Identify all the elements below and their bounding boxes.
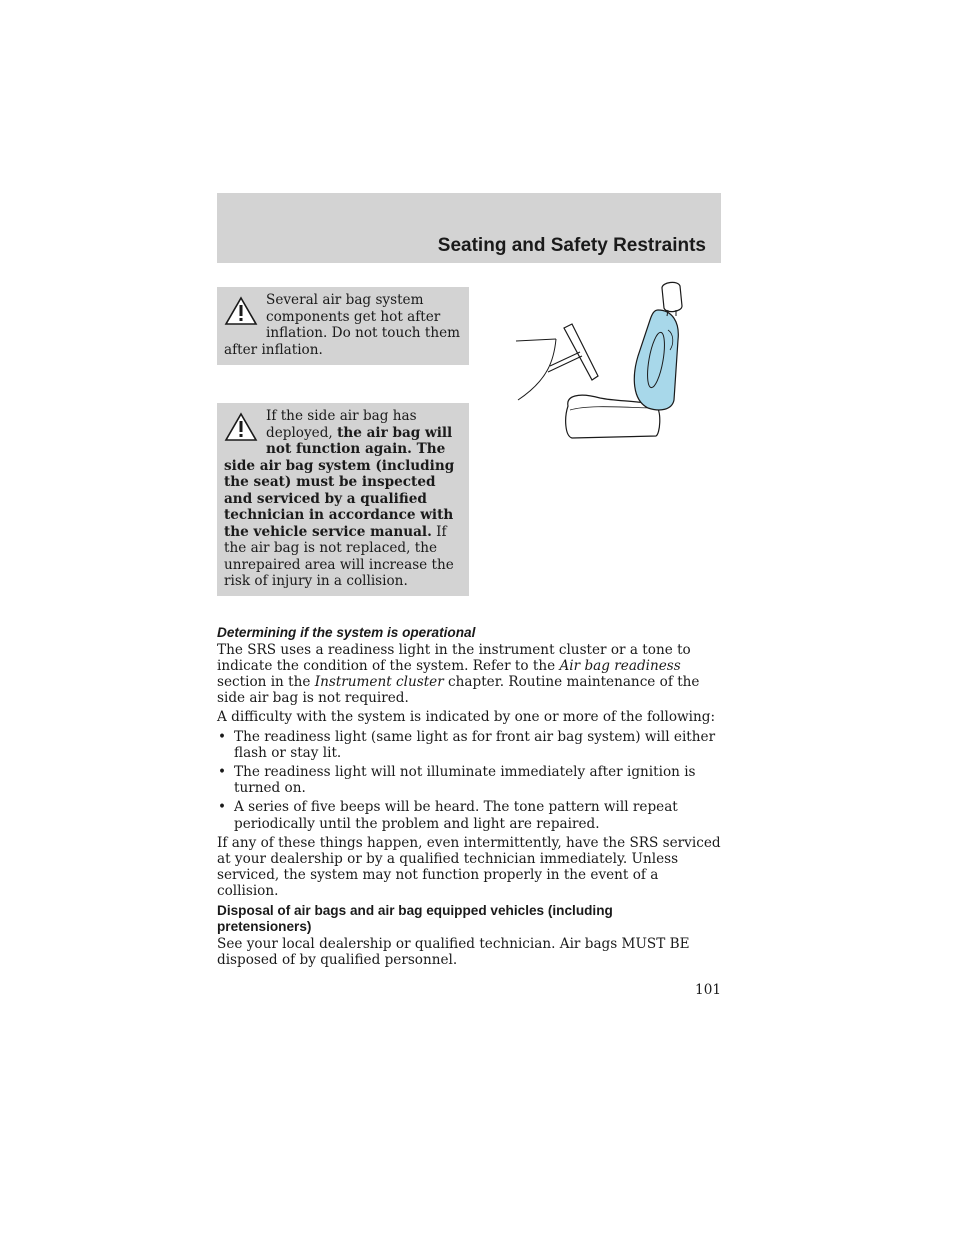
section-heading-disposal: Disposal of air bags and air bag equipped vehicles (including pretensioners) [217,902,613,935]
paragraph: See your local dealership or qualified technician. Air bags MUST BE disposed of by qualified personnel. [217,935,690,968]
warning-triangle-icon [224,412,258,442]
list-item-text: The readiness light will not illuminate immediately after ignition is turned on. [234,763,696,797]
warning-text: Several air bag system components get hot after inflation. Do not touch them after inflation. [224,292,461,358]
warning-text-outro: If the air bag is not replaced, the unrepaired area will increase the risk of injury in a collision. [224,523,454,589]
text-run: section in the [217,673,315,690]
bullet: • [218,763,227,780]
list-item-text: The readiness light (same light as for front air bag system) will either flash or stay lit. [234,728,716,761]
list-item [217,729,723,761]
paragraph: A difficulty with the system is indicated by one or more of the following: [217,709,716,726]
warning-text-intro: If the side air bag has deployed, [266,408,417,441]
warning-text-bold: the air bag will not function again. The side air bag system (including the seat) must be inspected and serviced by a qualified technician in accordance with the vehicle service manual. [224,424,455,540]
section-operational [217,625,723,971]
paragraph [217,642,723,707]
bullet: • [218,728,227,745]
italic-ref-instrument-cluster: Instrument cluster [314,673,444,690]
list-item [217,799,723,831]
italic-ref-airbag-readiness: Air bag readiness [559,657,681,674]
warning-triangle-icon [224,296,258,326]
paragraph: If any of these things happen, even intermittently, have the SRS serviced at your dealership or by a qualified technician immediately. Unless serviced, the system may not function properly in the event of a collision. [217,834,721,900]
list-item-text: A series of five beeps will be heard. The tone pattern will repeat periodically until the problem and light are repaired. [234,799,678,832]
symptom-list [217,729,723,832]
list-item [217,764,723,796]
warning-box-hot-components [217,287,469,365]
section-header-band [217,193,721,263]
text-run: The SRS uses a readiness light in the instrument cluster or a tone to indicate the condition of the system. Refer to the [217,641,691,674]
page-number: 101 [695,982,721,998]
page-title: Seating and Safety Restraints [437,235,706,256]
text-run: chapter. Routine maintenance of the side air bag is not required. [217,673,700,707]
section-heading: Determining if the system is operational [217,625,476,640]
seat-side-airbag-illustration [510,280,690,440]
warning-box-side-airbag-deployed [217,403,469,596]
bullet: • [218,799,227,816]
